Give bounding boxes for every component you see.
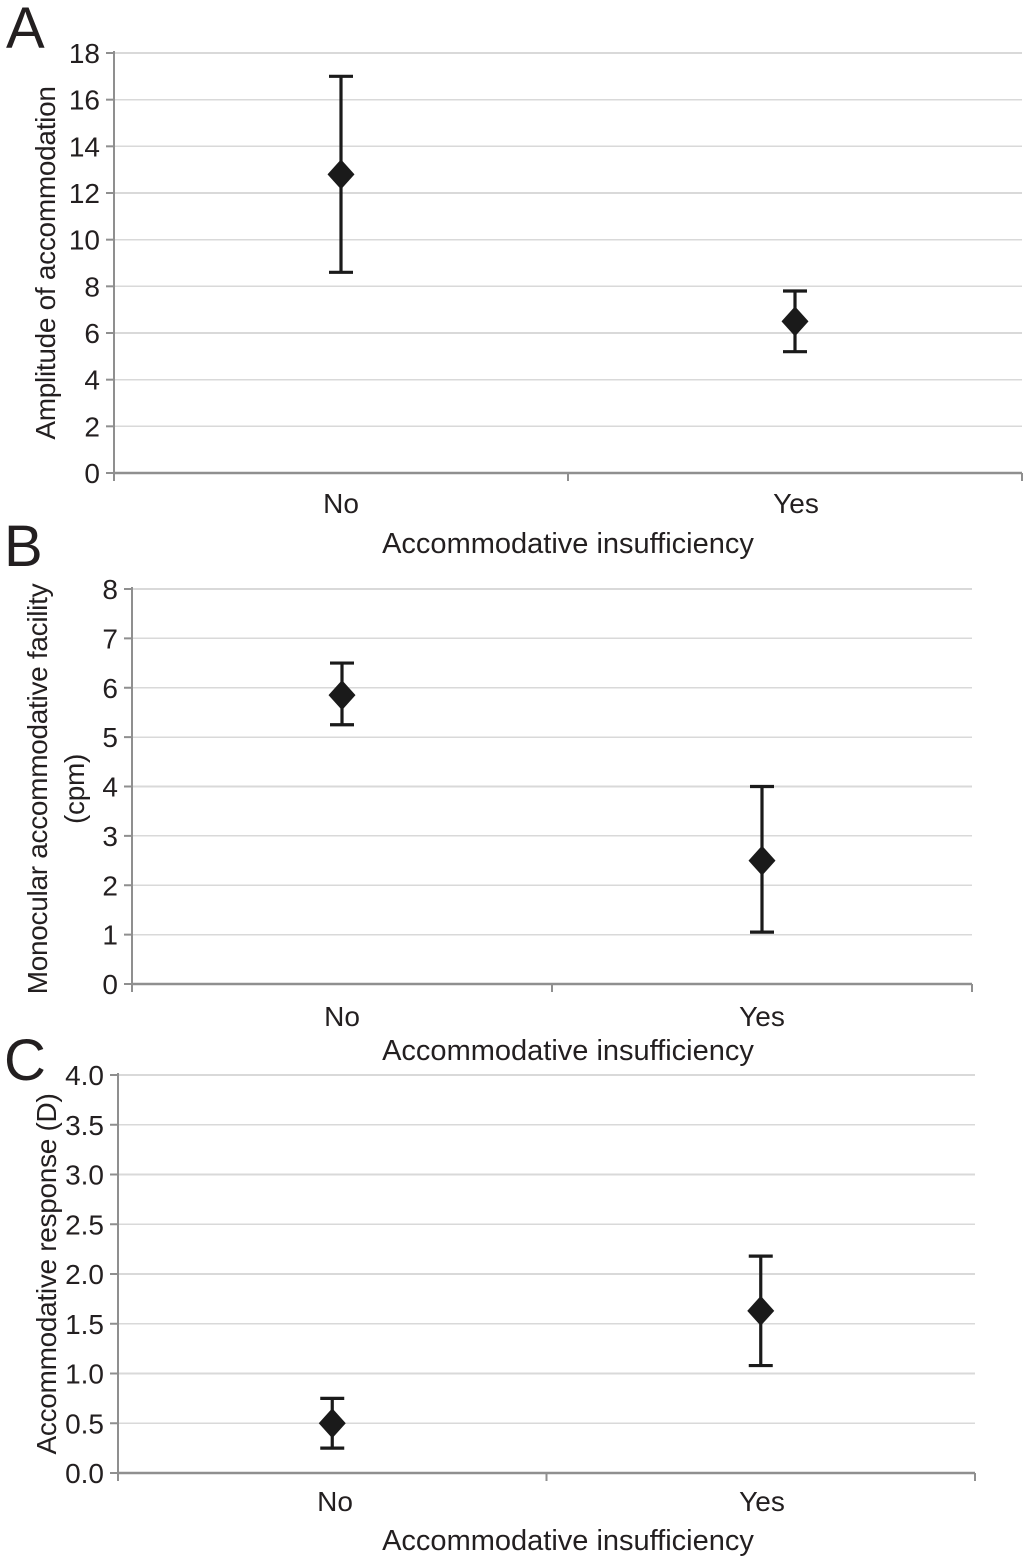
panel-b-y-axis-title-line1: Monocular accommodative facility [22, 583, 53, 995]
y-tick-label: 3 [102, 820, 118, 852]
panel-b-x-axis-title: Accommodative insufficiency [382, 1035, 754, 1067]
y-tick-label: 8 [102, 574, 118, 605]
y-tick-label: 2 [102, 870, 118, 902]
y-tick-label: 18 [68, 38, 100, 69]
mean-marker-diamond [749, 846, 776, 876]
y-tick-label: 4.0 [65, 1060, 104, 1091]
y-tick-label: 4 [84, 364, 100, 396]
panel-a-category-yes: Yes [773, 488, 819, 519]
y-tick-label: 2.5 [65, 1209, 104, 1241]
panel-b-letter: B [4, 514, 43, 579]
y-tick-label: 0.0 [65, 1458, 104, 1489]
y-tick-label: 2.0 [65, 1259, 104, 1290]
y-tick-label: 12 [68, 178, 100, 209]
y-tick-label: 1.0 [65, 1358, 104, 1390]
y-tick-label: 2 [84, 411, 100, 443]
panel-c-y-axis-title: Accommodative response (D) [31, 1093, 62, 1455]
panel-c-category-yes: Yes [739, 1486, 785, 1517]
y-tick-label: 8 [84, 271, 100, 303]
y-tick-label: 1.5 [65, 1308, 104, 1340]
mean-marker-diamond [747, 1296, 774, 1326]
y-tick-label: 0.5 [65, 1408, 104, 1440]
y-tick-label: 3.0 [65, 1159, 104, 1191]
panel-b-category-no: No [324, 1001, 360, 1032]
y-tick-label: 6 [84, 318, 100, 349]
panel-a-plot-area [69, 38, 1022, 489]
panel-b-category-yes: Yes [739, 1001, 785, 1032]
y-tick-label: 16 [68, 84, 100, 116]
panel-a-x-axis-title: Accommodative insufficiency [382, 528, 754, 560]
mean-marker-diamond [329, 680, 356, 710]
mean-marker-diamond [782, 306, 809, 336]
panel-b-y-axis-title-line2: (cpm) [59, 753, 90, 825]
y-tick-label: 10 [68, 224, 100, 256]
y-tick-label: 4 [102, 771, 118, 803]
panel-a-y-axis-title: Amplitude of accommodation [30, 86, 61, 440]
y-tick-label: 7 [102, 623, 118, 655]
y-tick-label: 1 [102, 919, 118, 951]
mean-marker-diamond [328, 159, 355, 189]
panel-c-plot-area [65, 1060, 975, 1489]
panel-c-category-no: No [317, 1486, 353, 1517]
panel-b-plot-area [102, 574, 972, 1000]
y-tick-label: 0 [102, 969, 118, 1000]
y-tick-label: 5 [102, 722, 118, 754]
mean-marker-diamond [319, 1408, 346, 1438]
panel-c-x-axis-title: Accommodative insufficiency [382, 1525, 754, 1557]
y-tick-label: 3.5 [65, 1109, 104, 1141]
panel-a-category-no: No [323, 488, 359, 519]
y-tick-label: 6 [102, 672, 118, 704]
y-tick-label: 14 [68, 131, 100, 163]
panel-c-letter: C [4, 1028, 46, 1093]
y-tick-label: 0 [84, 458, 100, 489]
panel-a-letter: A [6, 0, 45, 61]
